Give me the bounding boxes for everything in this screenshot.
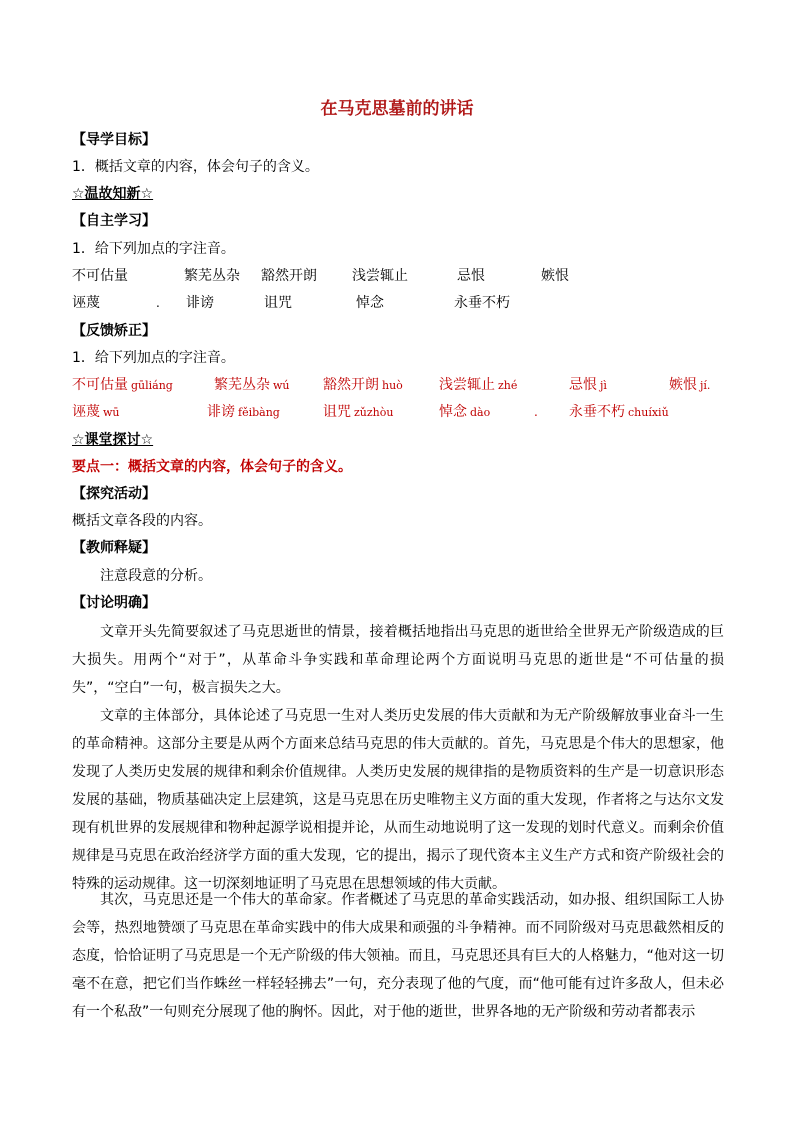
teacher-header: 【教师释疑】	[72, 540, 156, 556]
word-item: 浅尝辄止	[352, 268, 408, 284]
feedback-header: 【反馈矫正】	[72, 323, 156, 339]
answer-item: 悼念 dào	[439, 404, 491, 420]
word-item: 悼念	[356, 295, 384, 311]
answer-item: 浅尝辄止 zhé	[439, 377, 518, 393]
answer-item: 诅咒 zǔzhòu	[323, 404, 394, 420]
self-study-header: 【自主学习】	[72, 213, 156, 229]
word-item: 永垂不朽	[454, 295, 510, 311]
answer-item: 不可估量 gūliáng	[72, 377, 173, 393]
feedback-item: 1．给下列加点的字注音。	[72, 350, 235, 366]
answer-item: 豁然开朗 huò	[323, 377, 403, 393]
word-item: 不可估量	[72, 268, 128, 284]
answer-item: 繁芜丛杂 wú	[214, 377, 290, 393]
word-item: 嫉恨	[541, 268, 569, 284]
discuss-header: 【讨论明确】	[72, 595, 156, 611]
word-item: 豁然开朗	[261, 268, 317, 284]
teacher-text: 注意段意的分析。	[100, 568, 212, 584]
guide-header: 【导学目标】	[72, 132, 156, 148]
word-item: 忌恨	[457, 268, 485, 284]
word-item: 诬蔑	[72, 295, 100, 311]
word-item: 诽谤	[186, 295, 214, 311]
self-study-item: 1．给下列加点的字注音。	[72, 241, 235, 257]
review-header: ☆温故知新☆	[72, 186, 154, 202]
answer-item: 永垂不朽 chuíxiǔ	[569, 404, 669, 420]
page-title: 在马克思墓前的讲话	[320, 99, 474, 119]
answer-item: 诬蔑 wū	[72, 404, 120, 420]
guide-item: 1．概括文章的内容，体会句子的含义。	[72, 159, 319, 175]
discussion-paragraph: 文章的主体部分，具体论述了马克思一生对人类历史发展的伟大贡献和为无产阶级解放事业奋斗一生的革命精神。这部分主要是从两个方面来总结马克思的伟大贡献的。首先，马克思是个伟大的思想家，他发现了人类历史发展的规律和剩余价值规律。人类历史发展的规律指的是物质资料的生产是一切意识形态发展的基础，物质基础决定上层建筑，这是马克思在历史唯物主义方面的重大发现，作者将之与达尔文发现有机世界的发展规律和物种起源学说相提并论，从而生动地说明了这一发现的划时代意义。而剩余价值规律是马克思在政治经济学方面的重大发现，它的提出，揭示了现代资本主义生产方式和资产阶级社会的特殊的运动规律。这一切深刻地证明了马克思在思想领域的伟大贡献。	[72, 708, 724, 892]
key-point: 要点一：概括文章的内容，体会句子的含义。	[72, 459, 352, 475]
class-header: ☆课堂探讨☆	[72, 432, 154, 448]
dot-mark: .	[534, 405, 538, 419]
word-item: 诅咒	[264, 295, 292, 311]
answer-item: 诽谤 fěibàng	[207, 404, 280, 420]
dot-mark: .	[156, 296, 160, 310]
answer-item: 忌恨 jì	[569, 377, 607, 393]
explore-text: 概括文章各段的内容。	[72, 513, 212, 529]
discussion-paragraph: 文章开头先简要叙述了马克思逝世的情景，接着概括地指出马克思的逝世给全世界无产阶级造成的巨大损失。用两个“对于”，从革命斗争实践和革命理论两个方面说明马克思的逝世是“不可估量的损失”，“空白”一句，极言损失之大。	[72, 624, 724, 696]
word-item: 繁芜丛杂	[184, 268, 240, 284]
answer-item: 嫉恨 jí.	[669, 377, 711, 393]
explore-header: 【探究活动】	[72, 486, 156, 502]
discussion-paragraph: 其次，马克思还是一个伟大的革命家。作者概述了马克思的革命实践活动，如办报、组织国际工人协会等，热烈地赞颂了马克思在革命实践中的伟大成果和顽强的斗争精神。而不同阶级对马克思截然相反的态度，恰恰证明了马克思是一个无产阶级的伟大领袖。而且，马克思还具有巨大的人格魅力，“他对这一切毫不在意，把它们当作蛛丝一样轻轻拂去”一句，充分表现了他的气度，而“他可能有过许多敌人，但未必有一个私敌”一句则充分展现了他的胸怀。因此，对于他的逝世，世界各地的无产阶级和劳动者都表示	[72, 892, 724, 1020]
